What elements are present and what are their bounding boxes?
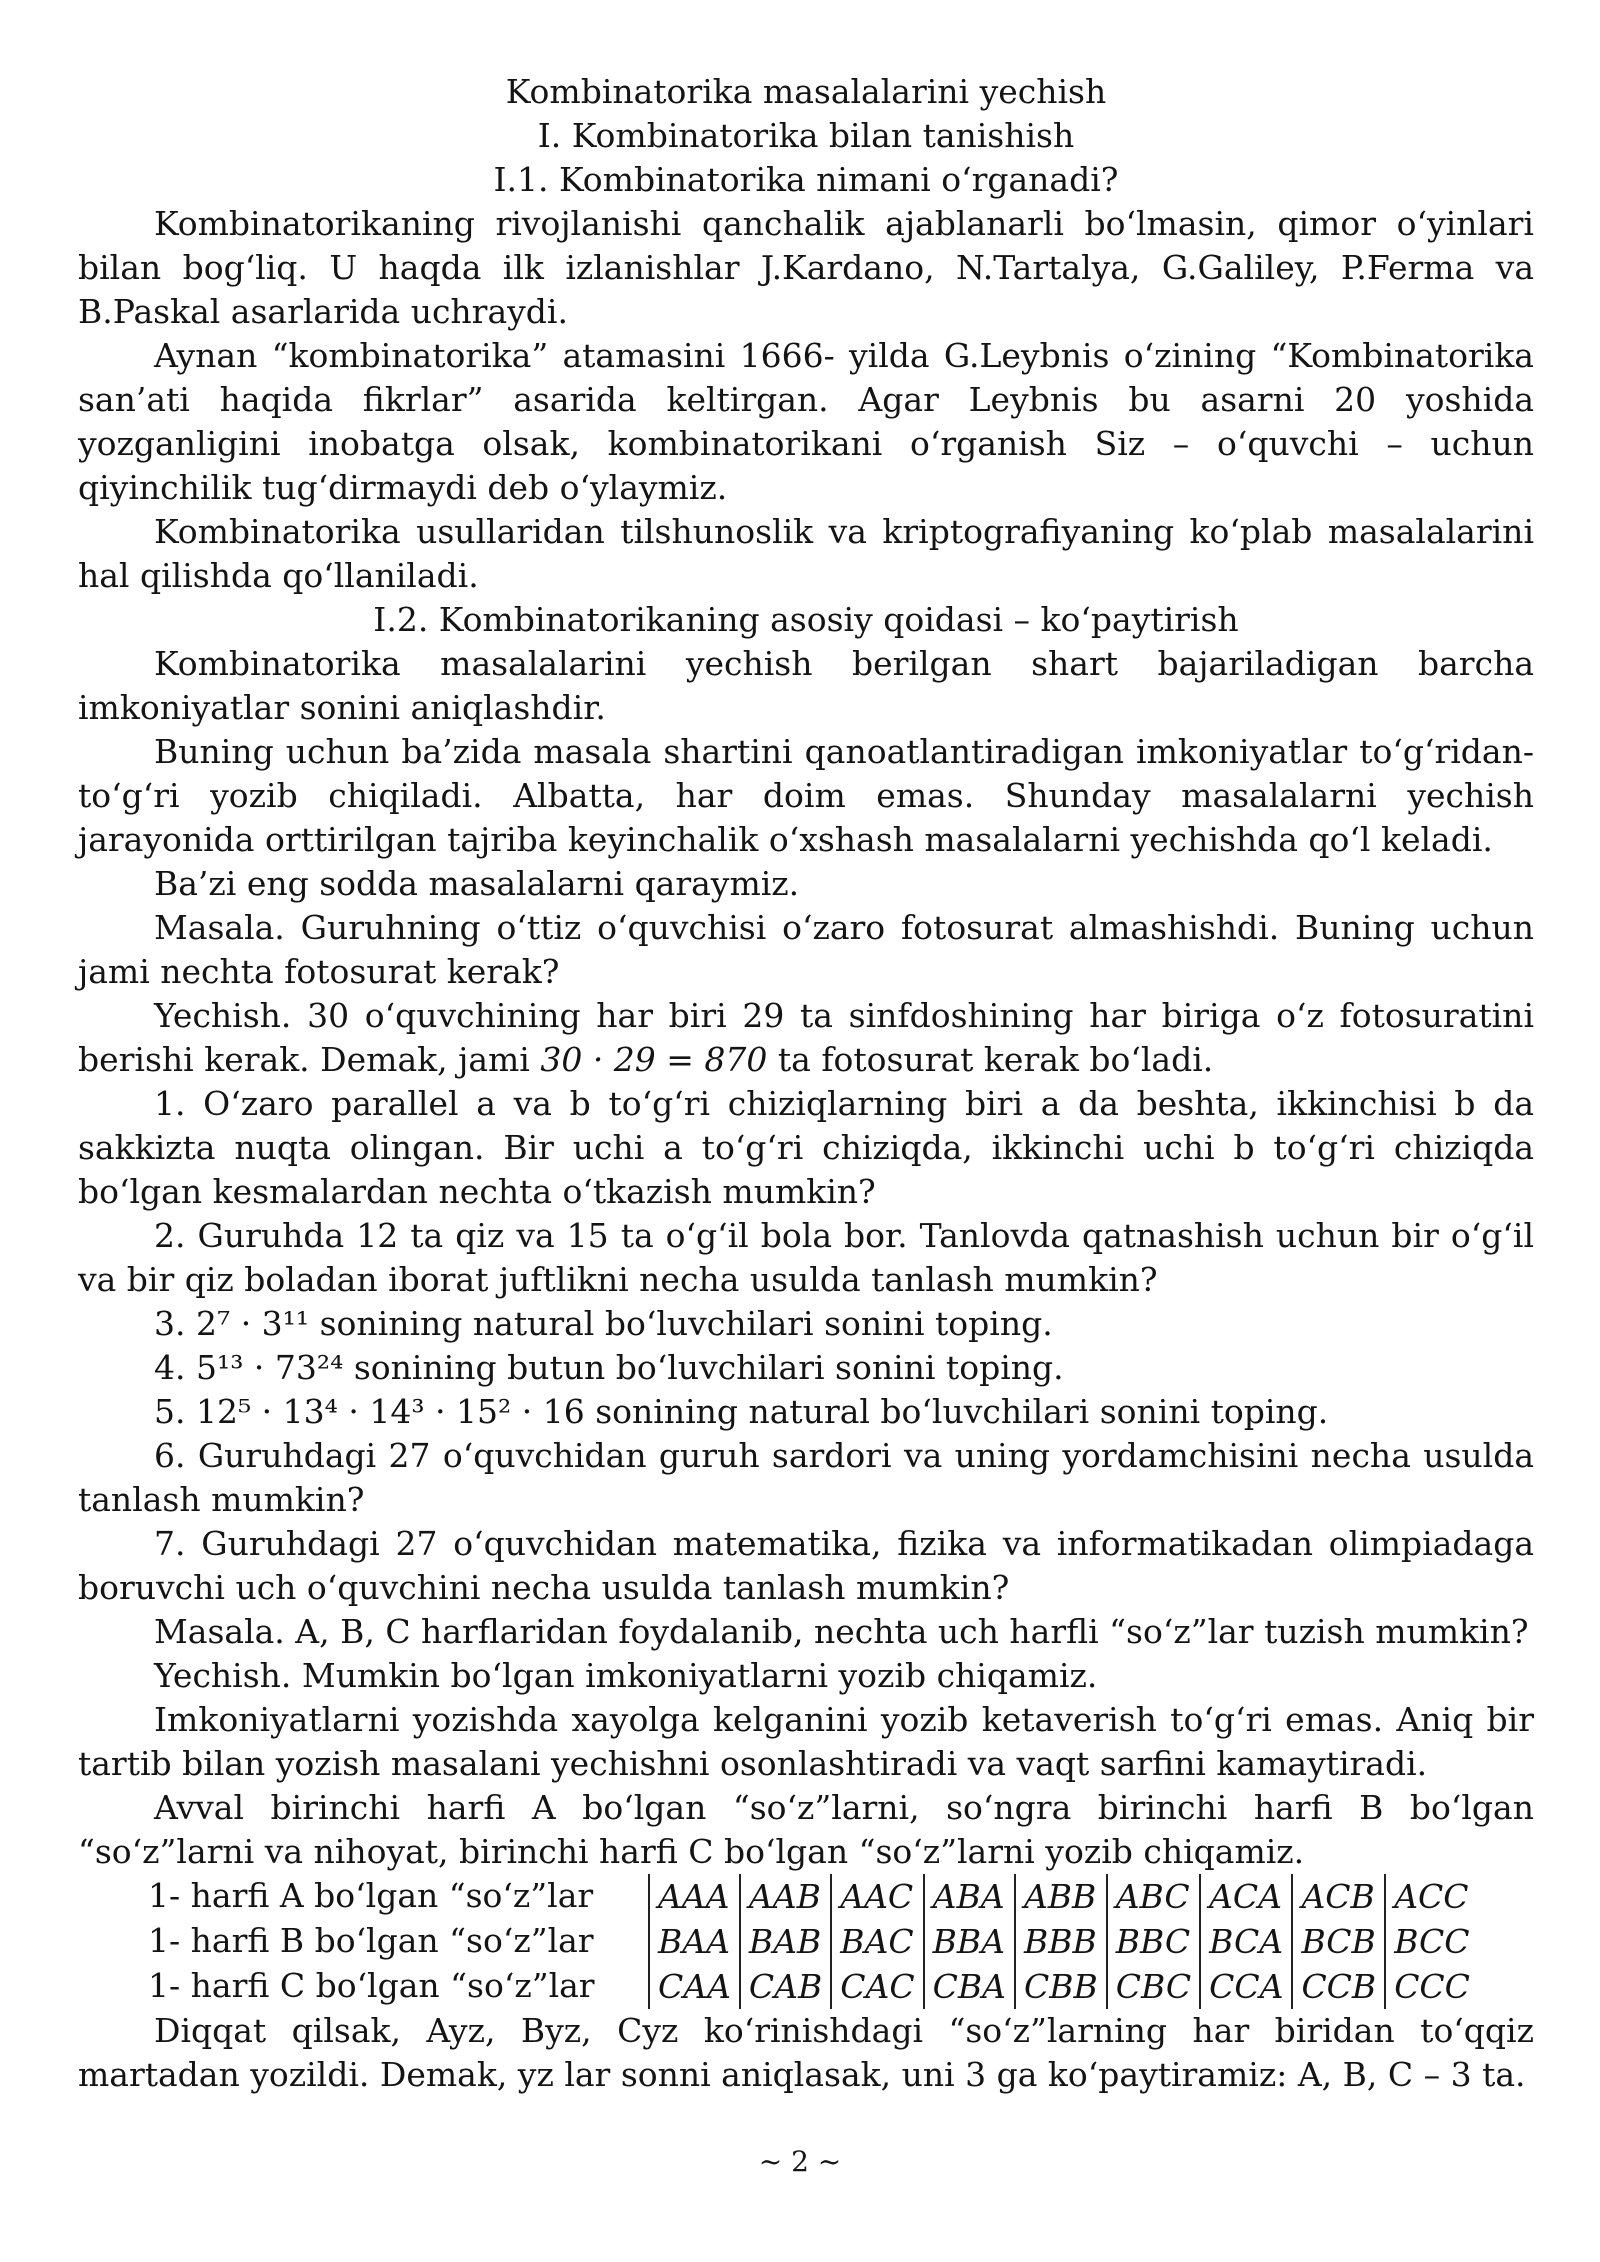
row-label: 1- harfi B bo‘lgan “so‘z”lar bbox=[148, 1921, 594, 1960]
words-grid bbox=[648, 1874, 1478, 2009]
paragraph-problem-photos: Masala. Guruhning o‘ttiz o‘quvchisi o‘zaro fotosurat almashishdi. Buning uchun jami nechta fotosurat kerak? bbox=[78, 908, 1534, 991]
word-cell: CCA bbox=[1200, 1964, 1292, 2009]
paragraph-order-steps: Avval birinchi harfi A bo‘lgan “so‘z”larni, so‘ngra birinchi harfi B bo‘lgan “so‘z”larni va nihoyat, birinchi harfi C bo‘lgan “so‘z”larni yozib chiqamiz. bbox=[78, 1788, 1534, 1871]
table-row bbox=[649, 1919, 1478, 1964]
word-cell: BBA bbox=[924, 1919, 1015, 1964]
section-heading: I. Kombinatorika bilan tanishish bbox=[537, 116, 1075, 155]
paragraph-intro: Ba’zi eng sodda masalalarni qaraymiz. bbox=[154, 864, 800, 903]
paragraph-leibniz: Aynan “kombinatorika” atamasini 1666- yilda G.Leybnis o‘zining “Kombinatorika san’ati haqida fikrlar” asarida keltirgan. Agar Leybnis bu asarni 20 yoshida yozganligini inobatga olsak, kombinatorikani o‘rganish Siz – o‘quvchi – uchun qiyinchilik tug‘dirmaydi deb o‘ylaymiz. bbox=[78, 336, 1534, 507]
word-cell: CBB bbox=[1015, 1964, 1107, 2009]
exercise-7: 7. Guruhdagi 27 o‘quvchidan matematika, fizika va informatikadan olimpiadaga boruvchi uch o‘quvchini necha usulda tanlash mumkin? bbox=[78, 1524, 1534, 1607]
word-cell: CBC bbox=[1107, 1964, 1200, 2009]
word-cell: BAB bbox=[740, 1919, 831, 1964]
paragraph-applications: Kombinatorika usullaridan tilshunoslik va kriptografiyaning ko‘plab masalalarini hal qilishda qo‘llaniladi. bbox=[78, 512, 1534, 595]
word-cell: ACA bbox=[1200, 1874, 1292, 1919]
paragraph-solution-photos bbox=[78, 994, 1534, 1082]
paragraph-solution-words: Yechish. Mumkin bo‘lgan imkoniyatlarni yozib chiqamiz. bbox=[154, 1656, 1098, 1695]
word-cell: CAA bbox=[649, 1964, 740, 2009]
word-cell: BCC bbox=[1385, 1919, 1478, 1964]
row-label: 1- harfi A bo‘lgan “so‘z”lar bbox=[148, 1876, 594, 1915]
words-table bbox=[148, 1874, 1534, 2009]
word-cell: BBB bbox=[1015, 1919, 1107, 1964]
page-number: ~ 2 ~ bbox=[758, 2145, 842, 2178]
solution-text-b: ta fotosurat kerak bo‘ladi. bbox=[767, 1040, 1214, 1079]
paragraph-method: Buning uchun ba’zida masala shartini qanoatlantiradigan imkoniyatlar to‘g‘ridan-to‘g‘ri yozib chiqiladi. Albatta, har doim emas. Shunday masalalarni yechish jarayonida orttirilgan tajriba keyinchalik o‘xshash masalalarni yechishda qo‘l keladi. bbox=[78, 732, 1534, 859]
word-cell: AAA bbox=[649, 1874, 740, 1919]
solution-text-a: Yechish. 30 o‘quvchining har biri 29 ta sinfdoshining har biriga o‘z fotosuratini berishi kerak. Demak, jami bbox=[78, 996, 1534, 1079]
words-table-labels bbox=[148, 1874, 648, 2009]
word-cell: CAC bbox=[831, 1964, 923, 2009]
word-cell: ABC bbox=[1107, 1874, 1200, 1919]
paragraph-definition: Kombinatorika masalalarini yechish berilgan shart bajariladigan barcha imkoniyatlar sonini aniqlashdir. bbox=[78, 644, 1534, 727]
word-cell: BCA bbox=[1200, 1919, 1292, 1964]
paragraph-history: Kombinatorikaning rivojlanishi qanchalik ajablanarli bo‘lmasin, qimor o‘yinlari bilan bog‘liq. U haqda ilk izlanishlar J.Kardano, N.Tartalya, G.Galiley, P.Ferma va B.Paskal asarlarida uchraydi. bbox=[78, 204, 1534, 331]
word-cell: CCC bbox=[1385, 1964, 1478, 2009]
exercise-4: 4. 5¹³ · 73²⁴ sonining butun bo‘luvchilari sonini toping. bbox=[154, 1348, 1064, 1387]
word-cell: AAB bbox=[740, 1874, 831, 1919]
document-page bbox=[78, 70, 1534, 2097]
word-cell: BAA bbox=[649, 1919, 740, 1964]
word-cell: ABB bbox=[1015, 1874, 1107, 1919]
word-cell: ACC bbox=[1385, 1874, 1478, 1919]
exercise-3: 3. 2⁷ · 3¹¹ sonining natural bo‘luvchilari sonini toping. bbox=[154, 1304, 1053, 1343]
word-cell: BCB bbox=[1292, 1919, 1385, 1964]
paragraph-problem-words: Masala. A, B, C harflaridan foydalanib, nechta uch harfli “so‘z”lar tuzish mumkin? bbox=[154, 1612, 1529, 1651]
table-row bbox=[649, 1964, 1478, 2009]
subsection-heading-1: I.1. Kombinatorika nimani o‘rganadi? bbox=[493, 160, 1119, 199]
table-row bbox=[649, 1874, 1478, 1919]
document-title: Kombinatorika masalalarini yechish bbox=[505, 72, 1107, 111]
exercise-1: 1. O‘zaro parallel a va b to‘g‘ri chiziqlarning biri a da beshta, ikkinchisi b da sakkizta nuqta olingan. Bir uchi a to‘g‘ri chiziqda, ikkinchi uchi b to‘g‘ri chiziqda bo‘lgan kesmalardan nechta o‘tkazish mumkin? bbox=[78, 1084, 1534, 1211]
paragraph-conclusion: Diqqat qilsak, Ayz, Byz, Cyz ko‘rinishdagi “so‘z”larning har biridan to‘qqiz martadan yozildi. Demak, yz lar sonni aniqlasak, uni 3 ga ko‘paytiramiz: A, B, C – 3 ta. bbox=[78, 2011, 1534, 2094]
row-label: 1- harfi C bo‘lgan “so‘z”lar bbox=[148, 1966, 595, 2005]
subsection-heading-2: I.2. Kombinatorikaning asosiy qoidasi – ko‘paytirish bbox=[373, 600, 1239, 639]
word-cell: CBA bbox=[924, 1964, 1015, 2009]
word-cell: CAB bbox=[740, 1964, 831, 2009]
word-cell: CCB bbox=[1292, 1964, 1385, 2009]
exercise-6: 6. Guruhdagi 27 o‘quvchidan guruh sardori va uning yordamchisini necha usulda tanlash mumkin? bbox=[78, 1436, 1534, 1519]
word-cell: BBC bbox=[1107, 1919, 1200, 1964]
word-cell: BAC bbox=[831, 1919, 923, 1964]
paragraph-order: Imkoniyatlarni yozishda xayolga kelganini yozib ketaverish to‘g‘ri emas. Aniq bir tartib bilan yozish masalani yechishni osonlashtiradi va vaqt sarfini kamaytiradi. bbox=[78, 1700, 1534, 1783]
exercise-5: 5. 12⁵ · 13⁴ · 14³ · 15² · 16 sonining natural bo‘luvchilari sonini toping. bbox=[154, 1392, 1329, 1431]
word-cell: ACB bbox=[1292, 1874, 1385, 1919]
solution-formula: 30 · 29 = 870 bbox=[540, 1040, 768, 1079]
exercise-2: 2. Guruhda 12 ta qiz va 15 ta o‘g‘il bola bor. Tanlovda qatnashish uchun bir o‘g‘il va bir qiz boladan iborat juftlikni necha usulda tanlash mumkin? bbox=[78, 1216, 1534, 1299]
word-cell: AAC bbox=[831, 1874, 923, 1919]
word-cell: ABA bbox=[924, 1874, 1015, 1919]
